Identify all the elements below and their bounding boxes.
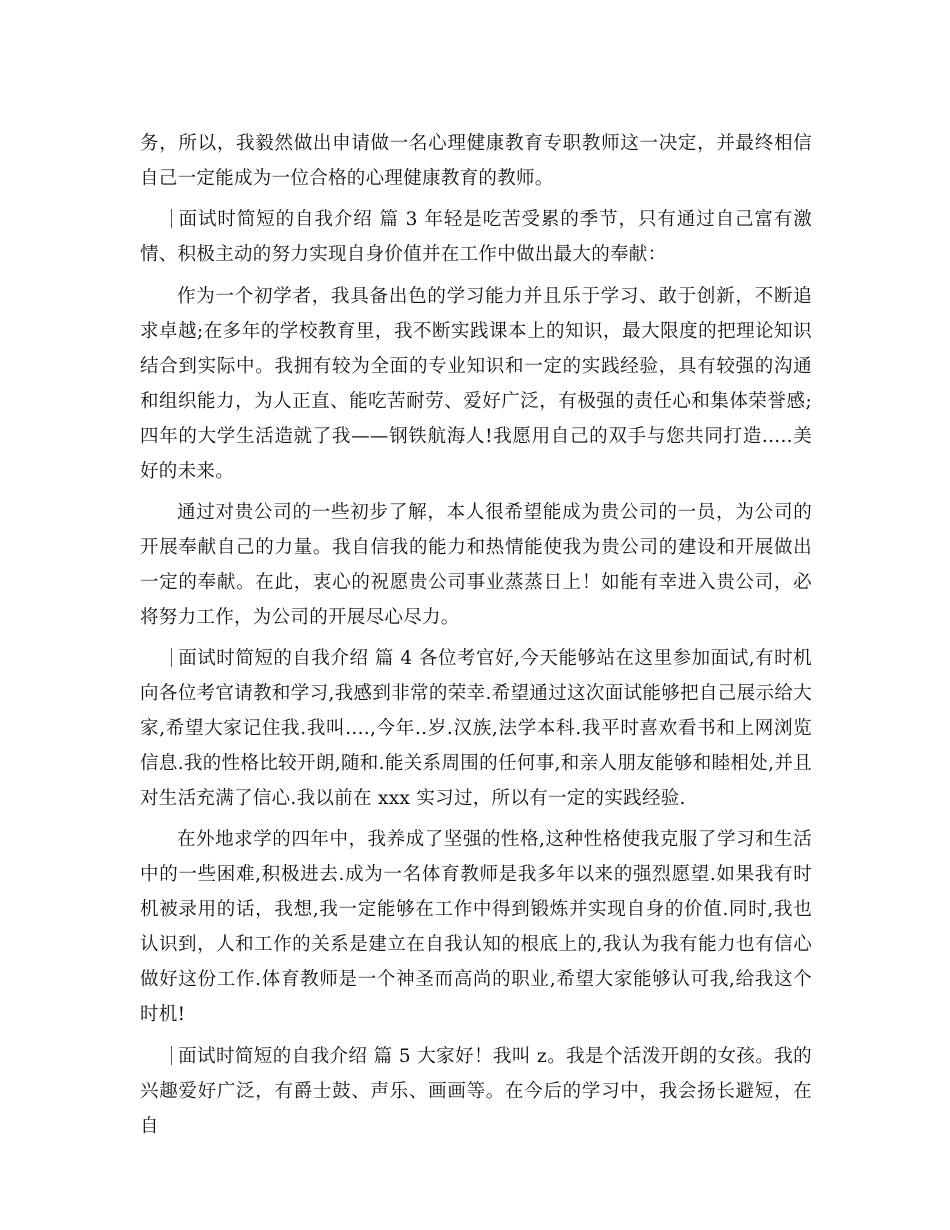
paragraph-text: 务，所以，我毅然做出申请做一名心理健康教育专职教师这一决定，并最终相信自己一定能成为一位合格的心理健康教育的教师。 (140, 133, 812, 189)
paragraph-4 (140, 495, 812, 635)
paragraph-text: 在外地求学的四年中，我养成了坚强的性格,这种性格使我克服了学习和生活中的一些困难,积极进去.成为一名体育教师是我多年以来的强烈愿望.如果我有时机被录用的话，我想,我一定能够在工作中得到锻炼并实现自身的价值.同时,我也认识到，人和工作的关系是建立在自我认知的根底上的,我认为我有能力也有信心做好这份工作.体育教师是一个神圣而高尚的职业,希望大家能够认可我,给我这个时机! (140, 829, 812, 1026)
paragraph-text: 面试时简短的自我介绍 篇 4 各位考官好,今天能够站在这里参加面试,有时机向各位考官请教和学习,我感到非常的荣幸.希望通过这次面试能够把自己展示给大家,希望大家记住我.我叫....,今年..岁.汉族,法学本科.我平时喜欢看书和上网浏览信息.我的性格比较开朗,随和.能关系周围的任何事,和亲人朋友能够和睦相处,并且对生活充满了信心.我以前在 xxx 实习过，所以有一定的实践经验. (140, 648, 812, 810)
section-marker (171, 648, 172, 667)
paragraph-text: 面试时简短的自我介绍 篇 3 年轻是吃苦受累的季节，只有通过自己富有激情、积极主动的努力实现自身价值并在工作中做出最大的奉献： (140, 209, 812, 266)
paragraph-6 (140, 822, 812, 1032)
document-body (140, 126, 812, 1150)
paragraph-1 (140, 126, 812, 196)
paragraph-5 (140, 641, 812, 816)
section-marker (171, 209, 172, 228)
paragraph-text: 作为一个初学者，我具备出色的学习能力并且乐于学习、敢于创新，不断追求卓越;在多年的学校教育里，我不断实践课本上的知识，最大限度的把理论知识结合到实际中。我拥有较为全面的专业知识和一定的实践经验，具有较强的沟通和组织能力，为人正直、能吃苦耐劳、爱好广泛，有极强的责任心和集体荣誉感;四年的大学生活造就了我——钢铁航海人!我愿用自己的双手与您共同打造.....美好的未来。 (140, 285, 812, 482)
section-marker (171, 1046, 172, 1065)
paragraph-7 (140, 1039, 812, 1144)
paragraph-text: 通过对贵公司的一些初步了解，本人很希望能成为贵公司的一员，为公司的开展奉献自己的力量。我自信我的能力和热情能使我为贵公司的建设和开展做出一定的奉献。在此，衷心的祝愿贵公司事业蒸蒸日上！如能有幸进入贵公司，必将努力工作，为公司的开展尽心尽力。 (140, 501, 812, 628)
paragraph-3 (140, 279, 812, 489)
paragraph-text: 面试时简短的自我介绍 篇 5 大家好！我叫 z。我是个活泼开朗的女孩。我的兴趣爱好广泛，有爵士鼓、声乐、画画等。在今后的学习中，我会扬长避短，在自 (140, 1045, 812, 1137)
paragraph-2 (140, 202, 812, 272)
